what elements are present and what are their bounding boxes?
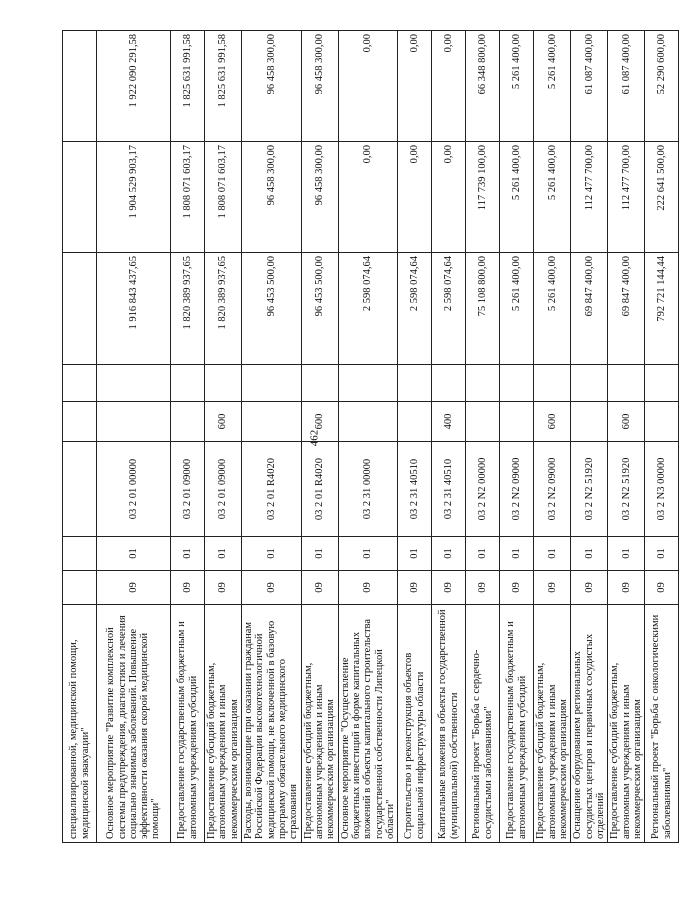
amount-2020: 112 477 700,00 <box>608 142 645 253</box>
section-code: 01 <box>301 537 338 571</box>
expense-type-code <box>432 365 466 402</box>
amount-2021: 1 825 631 991,58 <box>171 31 205 142</box>
target-code <box>398 402 432 442</box>
expense-type-code <box>171 365 205 402</box>
target-code <box>645 402 679 442</box>
ministry-code: 09 <box>645 571 679 605</box>
section-code: 01 <box>500 537 534 571</box>
amount-2021: 52 290 600,00 <box>645 31 679 142</box>
section-code: 01 <box>241 537 301 571</box>
row-name: Основное мероприятие "Осуществление бюджетных инвестиций в форме капитальных вложений в объекты капитального строительства государственной собственности Липецкой области" <box>338 605 398 843</box>
ministry-code: 09 <box>500 571 534 605</box>
row-name: Предоставление государственным бюджетным и автономным учреждениям субсидий <box>171 605 205 843</box>
subsection-code: 03 2 01 09000 <box>205 442 242 537</box>
target-code <box>171 402 205 442</box>
amount-2019: 5 261 400,00 <box>534 253 571 365</box>
expense-type-code <box>301 365 338 402</box>
target-code: 600 <box>205 402 242 442</box>
row-name: Основное мероприятие "Развитие комплексной системы предупреждения, диагностики и лечения социально значимых заболеваний. Повышение эффективности оказания скорой медицинской помощи" <box>97 605 171 843</box>
expense-type-code <box>205 365 242 402</box>
amount-2019 <box>63 253 97 365</box>
amount-2020: 5 261 400,00 <box>500 142 534 253</box>
amount-2020: 5 261 400,00 <box>534 142 571 253</box>
target-code <box>466 402 500 442</box>
target-code <box>97 402 171 442</box>
subsection-code <box>63 442 97 537</box>
target-code: 400 <box>432 402 466 442</box>
expense-type-code <box>398 365 432 402</box>
amount-2019: 1 820 389 937,65 <box>171 253 205 365</box>
table-row <box>205 31 242 843</box>
section-code: 01 <box>466 537 500 571</box>
budget-table <box>62 30 679 843</box>
amount-2021: 1 825 631 991,58 <box>205 31 242 142</box>
table-row <box>241 31 301 843</box>
amount-2020: 0,00 <box>432 142 466 253</box>
amount-2021: 66 348 800,00 <box>466 31 500 142</box>
amount-2019: 5 261 400,00 <box>500 253 534 365</box>
expense-type-code <box>608 365 645 402</box>
ministry-code: 09 <box>571 571 608 605</box>
amount-2020: 1 808 071 603,17 <box>171 142 205 253</box>
table-row <box>608 31 645 843</box>
amount-2020: 96 458 300,00 <box>301 142 338 253</box>
target-code <box>571 402 608 442</box>
ministry-code: 09 <box>466 571 500 605</box>
table-row <box>97 31 171 843</box>
expense-type-code <box>63 365 97 402</box>
amount-2020 <box>63 142 97 253</box>
ministry-code: 09 <box>608 571 645 605</box>
section-code: 01 <box>645 537 679 571</box>
subsection-code: 03 2 31 00000 <box>338 442 398 537</box>
amount-2021: 5 261 400,00 <box>534 31 571 142</box>
amount-2019: 2 598 074,64 <box>338 253 398 365</box>
amount-2021 <box>63 31 97 142</box>
subsection-code: 03 2 N2 51920 <box>571 442 608 537</box>
subsection-code: 03 2 N3 00000 <box>645 442 679 537</box>
subsection-code: 03 2 N2 51920 <box>608 442 645 537</box>
table-row <box>398 31 432 843</box>
ministry-code: 09 <box>97 571 171 605</box>
ministry-code: 09 <box>534 571 571 605</box>
row-name: специализированной, медицинской помощи, медицинской эвакуации" <box>63 605 97 843</box>
section-code <box>63 537 97 571</box>
subsection-code: 03 2 31 40510 <box>432 442 466 537</box>
table-row <box>534 31 571 843</box>
amount-2020: 96 458 300,00 <box>241 142 301 253</box>
target-code <box>63 402 97 442</box>
expense-type-code <box>571 365 608 402</box>
subsection-code: 03 2 N2 00000 <box>466 442 500 537</box>
ministry-code: 09 <box>301 571 338 605</box>
table-row <box>63 31 97 843</box>
amount-2021: 61 087 400,00 <box>571 31 608 142</box>
row-name: Региональный проект "Борьба с онкологическими заболеваниями" <box>645 605 679 843</box>
target-code <box>500 402 534 442</box>
table-row <box>301 31 338 843</box>
row-name: Предоставление субсидий бюджетным, автономным учреждениям и иным некоммерческим организациям <box>534 605 571 843</box>
row-name: Расходы, возникающие при оказании гражданам Российской Федерации высокотехнологичной медицинской помощи, не включенной в базовую программу обязательного медицинского страхования <box>241 605 301 843</box>
ministry-code <box>63 571 97 605</box>
section-code: 01 <box>571 537 608 571</box>
amount-2020: 0,00 <box>338 142 398 253</box>
ministry-code: 09 <box>432 571 466 605</box>
section-code: 01 <box>398 537 432 571</box>
row-name: Капитальные вложения в объекты государственной (муниципальной) собственности <box>432 605 466 843</box>
target-code <box>241 402 301 442</box>
section-code: 01 <box>97 537 171 571</box>
table-row <box>500 31 534 843</box>
row-name: Строительство и реконструкция объектов социальной инфраструктуры области <box>398 605 432 843</box>
amount-2021: 0,00 <box>398 31 432 142</box>
amount-2020: 222 641 500,00 <box>645 142 679 253</box>
amount-2021: 0,00 <box>432 31 466 142</box>
page-number: 462 <box>308 429 321 447</box>
table-row <box>432 31 466 843</box>
amount-2019: 69 847 400,00 <box>571 253 608 365</box>
ministry-code: 09 <box>205 571 242 605</box>
row-name: Предоставление государственным бюджетным и автономным учреждениям субсидий <box>500 605 534 843</box>
table-row <box>466 31 500 843</box>
rotated-page <box>62 31 673 843</box>
amount-2020: 112 477 700,00 <box>571 142 608 253</box>
amount-2020: 1 808 071 603,17 <box>205 142 242 253</box>
amount-2021: 1 922 090 291,58 <box>97 31 171 142</box>
row-name: Региональный проект "Борьба с сердечно-сосудистыми заболеваниями" <box>466 605 500 843</box>
expense-type-code <box>534 365 571 402</box>
amount-2019: 1 820 389 937,65 <box>205 253 242 365</box>
row-name: Предоставление субсидий бюджетным, автономным учреждениям и иным некоммерческим организациям <box>301 605 338 843</box>
ministry-code: 09 <box>398 571 432 605</box>
amount-2021: 5 261 400,00 <box>500 31 534 142</box>
expense-type-code <box>338 365 398 402</box>
subsection-code: 03 2 01 R4020 <box>301 442 338 537</box>
row-name: Оснащение оборудованием региональных сосудистых центров и первичных сосудистых отделений <box>571 605 608 843</box>
amount-2020: 1 904 529 903,17 <box>97 142 171 253</box>
table-body <box>63 31 679 843</box>
subsection-code: 03 2 01 R4020 <box>241 442 301 537</box>
amount-2019: 2 598 074,64 <box>432 253 466 365</box>
section-code: 01 <box>534 537 571 571</box>
target-code: 600 <box>608 402 645 442</box>
target-code: 600 <box>534 402 571 442</box>
section-code: 01 <box>338 537 398 571</box>
amount-2019: 96 453 500,00 <box>301 253 338 365</box>
amount-2021: 0,00 <box>338 31 398 142</box>
target-code <box>338 402 398 442</box>
amount-2019: 69 847 400,00 <box>608 253 645 365</box>
expense-type-code <box>97 365 171 402</box>
subsection-code: 03 2 N2 09000 <box>500 442 534 537</box>
subsection-code: 03 2 N2 09000 <box>534 442 571 537</box>
amount-2021: 61 087 400,00 <box>608 31 645 142</box>
expense-type-code <box>500 365 534 402</box>
amount-2019: 75 108 800,00 <box>466 253 500 365</box>
subsection-code: 03 2 31 40510 <box>398 442 432 537</box>
amount-2019: 2 598 074,64 <box>398 253 432 365</box>
amount-2021: 96 458 300,00 <box>301 31 338 142</box>
table-row <box>171 31 205 843</box>
table-row <box>645 31 679 843</box>
target-code: 600 <box>301 402 338 442</box>
section-code: 01 <box>432 537 466 571</box>
amount-2019: 1 916 843 437,65 <box>97 253 171 365</box>
expense-type-code <box>466 365 500 402</box>
section-code: 01 <box>205 537 242 571</box>
expense-type-code <box>645 365 679 402</box>
table-row <box>338 31 398 843</box>
ministry-code: 09 <box>171 571 205 605</box>
ministry-code: 09 <box>241 571 301 605</box>
amount-2020: 0,00 <box>398 142 432 253</box>
amount-2020: 117 739 100,00 <box>466 142 500 253</box>
subsection-code: 03 2 01 09000 <box>171 442 205 537</box>
row-name: Предоставление субсидий бюджетным, автономным учреждениям и иным некоммерческим организациям <box>205 605 242 843</box>
expense-type-code <box>241 365 301 402</box>
amount-2019: 96 453 500,00 <box>241 253 301 365</box>
table-row <box>571 31 608 843</box>
amount-2019: 792 721 144,44 <box>645 253 679 365</box>
amount-2021: 96 458 300,00 <box>241 31 301 142</box>
section-code: 01 <box>608 537 645 571</box>
row-name: Предоставление субсидий бюджетным, автономным учреждениям и иным некоммерческим организациям <box>608 605 645 843</box>
section-code: 01 <box>171 537 205 571</box>
ministry-code: 09 <box>338 571 398 605</box>
subsection-code: 03 2 01 00000 <box>97 442 171 537</box>
